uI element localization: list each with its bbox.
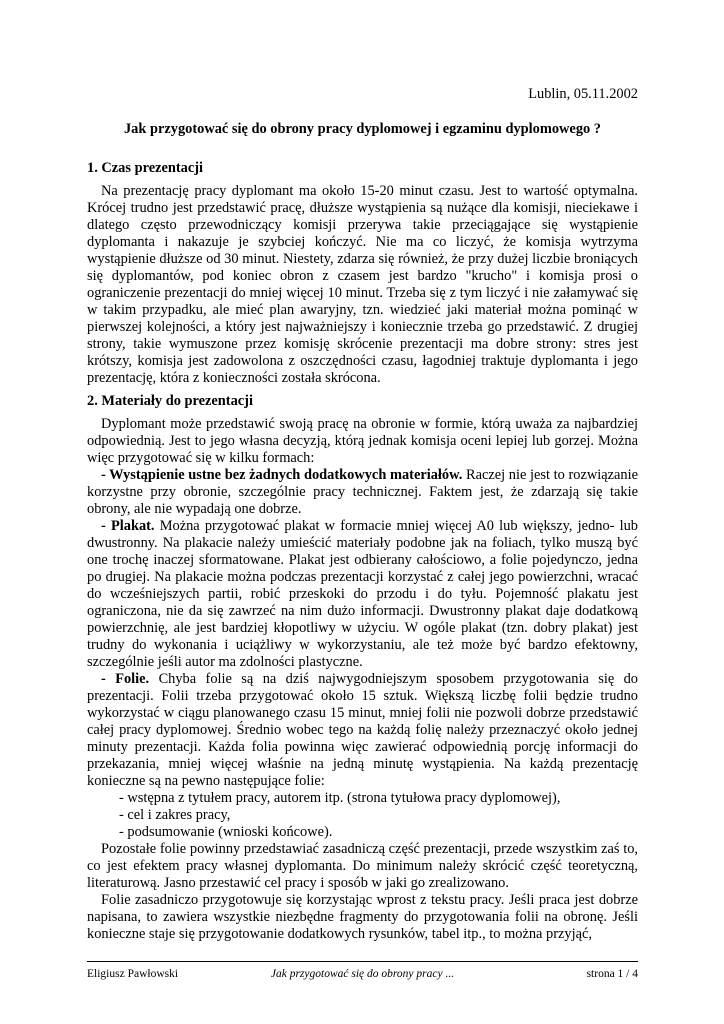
section-2-paragraph-remaining: Pozostałe folie powinny przedstawiać zasadniczą część prezentacji, przede wszystkim zaś to, co jest efektem pracy własnej dyplomanta. Do minimum należy skrócić część teoretyczną, literaturową. Jasno przestawić cel pracy i sposób w jaki go zrealizowano. (87, 841, 638, 891)
footer-running-title: Jak przygotować się do obrony pracy ... (270, 968, 455, 980)
section-2-paragraph-foils (87, 671, 638, 790)
section-2-paragraph-oral (87, 467, 638, 518)
list-item: - wstępna z tytułem pracy, autorem itp. (strona tytułowa pracy dyplomowej), (119, 790, 561, 806)
foils-lead: - Folie. (101, 671, 150, 687)
document-body (87, 160, 638, 943)
section-2-paragraph-poster (87, 518, 638, 671)
list-item: - podsumowanie (wnioski końcowe). (119, 824, 333, 840)
section-2-paragraph-intro: Dyplomant może przedstawić swoją pracę na obronie w formie, którą uważa za najbardziej odpowiednią. Jest to jego własna decyzją, którą jednak komisja oceni lepiej lub gorzej. Można więc przygotować się w kilku formach: (87, 416, 638, 466)
section-2-paragraph-preparation: Folie zasadniczo przygotowuje się korzystając wprost z tekstu pracy. Jeśli praca jest dobrze napisana, to zawiera wszystkie niezbędne fragmenty do przygotowania folii na obronę. Jeśli konieczne staje się przygotowanie dodatkowych rysunków, tabel itp., to można przyjąć, (87, 892, 638, 942)
section-1-paragraph: Na prezentację pracy dyplomant ma około 15-20 minut czasu. Jest to wartość optymalna. Krócej trudno jest przedstawić pracę, dłuższe wystąpienia są nużące dla komisji, nieciekawe i dlatego często przewodniczący komisji przerywa takie przeciągające się wystąpienie dyplomanta i nakazuje je szybciej kończyć. Nie ma co liczyć, że komisja wytrzyma wystąpienie dłuższe od 30 minut. Niestety, zdarza się również, że przy dużej liczbie broniących się dyplomantów, pod koniec obron z czasem jest bardzo "krucho" i komisja prosi o ograniczenie prezentacji do mniej więcej 10 minut. Trzeba się z tym liczyć i nie załamywać się w takim przypadku, ale mieć plan awaryjny, tzn. wiedzieć jaki materiał można pominąć w pierwszej kolejności, a który jest najważniejszy i koniecznie trzeba go przedstawić. Z drugiej strony, takie wymuszone przez komisję skrócenie prezentacji ma dobre strony: stres jest krótszy, komisja jest zadowolona z oszczędności czasu, łagodniej traktuje dyplomanta i jego prezentację, która z konieczności została skrócona. (87, 183, 638, 386)
poster-lead: - Plakat. (101, 518, 155, 534)
oral-text: Raczej nie jest to rozwiązanie korzystne przy obronie, szczególnie pracy technicznej. Faktem jest, że zdarzają się takie obrony, ale nie wypadają one dobrze. (87, 467, 638, 517)
list-item: - cel i zakres pracy, (119, 807, 231, 823)
foils-list (87, 790, 638, 841)
document-date: Lublin, 05.11.2002 (528, 86, 638, 102)
section-heading-1: 1. Czas prezentacji (87, 160, 204, 176)
oral-lead: - Wystąpienie ustne bez żadnych dodatkowych materiałów. (101, 467, 463, 483)
foils-text: Chyba folie są na dziś najwygodniejszym sposobem przygotowania się do prezentacji. Folii trzeba przygotować około 15 sztuk. Większą liczbę folii będzie trudno wykorzystać w ciągu planowanego czasu 15 minut, mniej folii nie pozwoli dobrze przedstawić całej pracy dyplomowej. Średnio wobec tego na każdą folię należy przeznaczyć około jednej minuty prezentacji. Każda folia powinna więc zawierać odpowiednią porcję informacji do przekazania, mniej więcej właśnie na jedną minutę wystąpienia. Na każdą prezentację konieczne są na pewno następujące folie: (87, 671, 639, 789)
page-footer (87, 961, 638, 980)
footer-author: Eligiusz Pawłowski (87, 968, 179, 980)
footer-page-number: strona 1 / 4 (586, 968, 638, 980)
section-heading-2: 2. Materiały do prezentacji (87, 393, 253, 409)
document-title: Jak przygotować się do obrony pracy dyplomowej i egzaminu dyplomowego ? (123, 121, 602, 137)
poster-text: Można przygotować plakat w formacie mniej więcej A0 lub większy, jedno- lub dwustronny. Na plakacie należy umieścić materiały podobne jak na foliach, tylko muszą być one trochę inaczej sformatowane. Plakat jest odbierany całościowo, a folie pojedynczo, jedna po drugiej. Na plakacie można podczas prezentacji korzystać z całej jego powierzchni, wracać do wcześniejszych partii, robić przeskoki do przodu i do tyłu. Pojemność plakatu jest ograniczona, nie da się zawrzeć na nim dużo informacji. Dwustronny plakat daje dodatkową powierzchnię, ale jest bardziej kłopotliwy w użyciu. W ogóle plakat (tzn. dobry plakat) jest trudny do wykonania i uciążliwy w wykorzystaniu, ale też może być bardzo efektowny, szczególnie jeśli autor ma zdolności plastyczne. (87, 518, 639, 670)
